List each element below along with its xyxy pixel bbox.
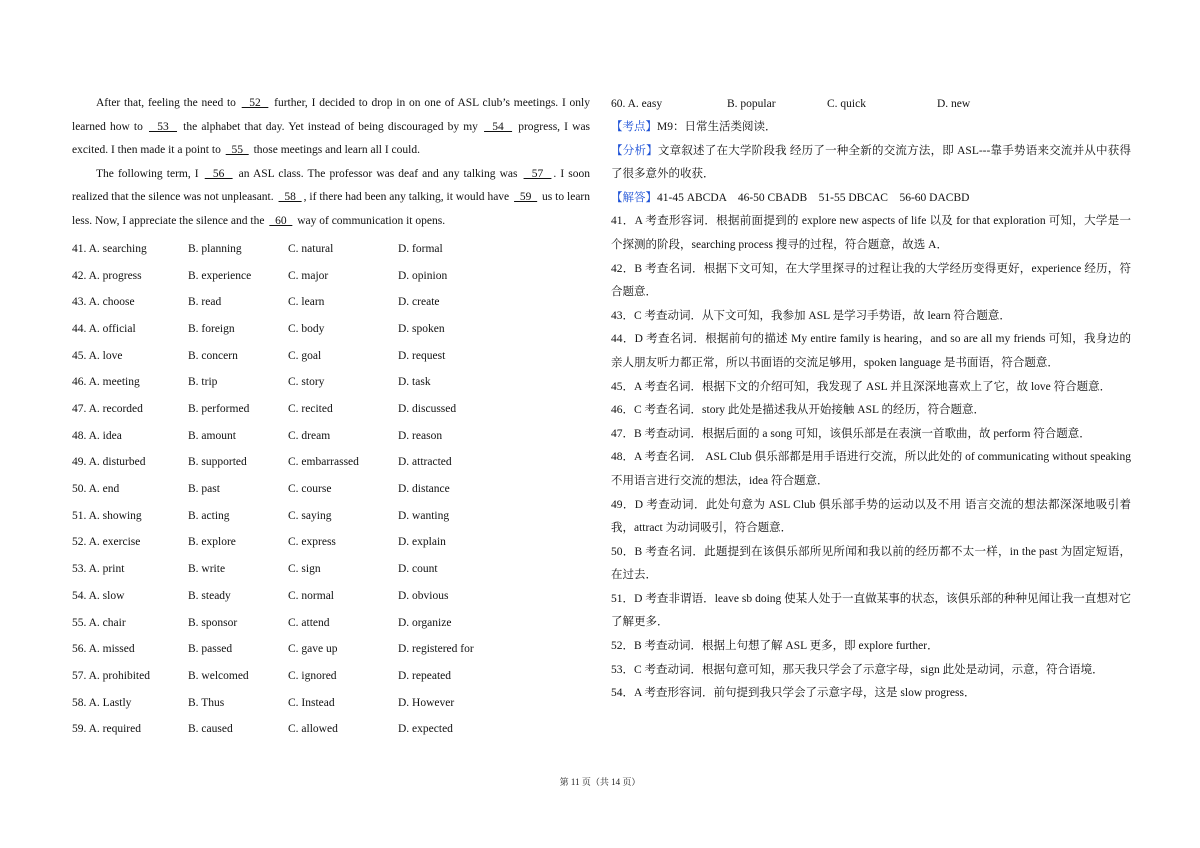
option-row-60 (611, 92, 1131, 116)
option-d: D. task (398, 376, 431, 389)
passage-text: us to learn less. Now, I appreciate the silence and the (72, 191, 591, 227)
option-a: 44. A. official (72, 322, 136, 335)
explanation-item: 46．C 考查名词．story 此处是描述我从开始接触 ASL 的经历，符合题意． (611, 404, 985, 417)
option-d: D. distance (398, 483, 450, 496)
option-c: C. course (288, 483, 332, 496)
option-b: B. write (188, 563, 226, 576)
explanation-item: 50．B 考查名词．此题提到在该俱乐部所见所闻和我以前的经历都不太一样，in the past 为固定短语，在过去． (611, 545, 1131, 582)
option-a: 55. A. chair (72, 616, 126, 629)
option-row (72, 342, 590, 369)
option-b: B. supported (188, 456, 247, 469)
passage-text: further, I decided to drop in on one of ASL club’s meetings. I only learned how to (72, 97, 591, 133)
passage-paragraph-2 (72, 163, 590, 234)
option-row (72, 289, 590, 316)
option-c: C. ignored (288, 669, 337, 682)
jieda-line (611, 187, 1131, 211)
option-row (72, 369, 590, 396)
blank-54: 54 (484, 120, 513, 133)
option-c: C. story (288, 376, 325, 389)
option-a: 57. A. prohibited (72, 669, 150, 682)
option-c: C. allowed (288, 723, 338, 736)
explanation-item: 48．A 考查名词． ASL Club 俱乐部都是用手语进行交流，所以此处的 of communicating without speaking 不用语言进行交流的想法，idea 符合题意． (611, 451, 1131, 487)
option-a: 53. A. print (72, 563, 125, 576)
options-list (72, 236, 590, 743)
passage-text: those meetings and learn all I could. (250, 144, 420, 157)
kaodian-line (611, 116, 1131, 140)
kaodian-text: M9：日常生活类阅读． (657, 121, 777, 133)
blank-55: 55 (225, 144, 249, 157)
option-d: D. create (398, 296, 440, 309)
option-row (72, 476, 590, 503)
option-b: B. acting (188, 509, 230, 522)
explanation-item: 42．B 考查名词．根据下文可知，在大学里探寻的过程让我的大学经历变得更好，experience 经历，符合题意． (611, 262, 1131, 299)
option-a: 43. A. choose (72, 296, 135, 309)
option-row (72, 316, 590, 343)
option-b: B. welcomed (188, 669, 249, 682)
blank-52: 52 (241, 97, 269, 109)
option-row (72, 529, 590, 556)
option-row (72, 609, 590, 636)
explanation-item: 49．D 考查动词．此处句意为 ASL Club 俱乐部手势的运动以及不用 语言交流的想法都深深地吸引着我，attract 为动词吸引，符合题意． (611, 498, 1131, 535)
option-b: B. Thus (188, 696, 225, 709)
option-row (72, 262, 590, 289)
option-row (72, 422, 590, 449)
option-d: D. attracted (398, 456, 452, 469)
option-a: 42. A. progress (72, 269, 142, 282)
option-a: 52. A. exercise (72, 536, 141, 549)
option-b: B. popular (727, 98, 776, 110)
fenxi-text: 文章叙述了在大学阶段我 经历了一种全新的交流方法，即 ASL---靠手势语来交流并从中获得了很多意外的收获． (611, 144, 1131, 181)
option-a: 47. A. recorded (72, 403, 143, 416)
fenxi-line (611, 140, 1131, 187)
explanations-list (611, 210, 1131, 705)
blank-57: 57 (523, 167, 552, 180)
option-c: C. goal (288, 349, 322, 362)
option-row (72, 396, 590, 423)
passage-text: way of communication it opens. (294, 214, 446, 227)
option-row (72, 636, 590, 663)
blank-56: 56 (204, 167, 233, 180)
option-c: C. natural (288, 242, 334, 255)
explanation-item: 47．B 考查动词．根据后面的 a song 可知，该俱乐部是在表演一首歌曲，故 perform 符合题意． (611, 427, 1091, 440)
option-a: 50. A. end (72, 483, 120, 496)
option-a: 60. A. easy (611, 98, 663, 110)
explanation-item: 43．C 考查动词．从下文可知，我参加 ASL 是学习手势语，故 learn 符合题意． (611, 309, 1011, 322)
option-d: D. registered for (398, 643, 474, 656)
option-c: C. dream (288, 429, 331, 442)
option-d: D. expected (398, 723, 453, 736)
option-c: C. express (288, 536, 336, 549)
option-b: B. sponsor (188, 616, 238, 629)
passage-text: After that, feeling the need to (96, 97, 240, 109)
option-a: 48. A. idea (72, 429, 122, 442)
option-a: 59. A. required (72, 723, 141, 736)
option-d: D. organize (398, 616, 452, 629)
option-d: D. wanting (398, 509, 450, 522)
left-column (72, 92, 590, 743)
option-b: B. foreign (188, 322, 235, 335)
option-a: 54. A. slow (72, 589, 125, 602)
explanation-item: 44．D 考查名词．根据前句的描述 My entire family is hearing，and so are all my friends 可知，我身边的亲人朋友听力都正常，所以书面语的交流足够用，spoken language 是书面语，符合题意． (611, 333, 1131, 369)
passage-text: . I soon realized that the silence was not unpleasant. (72, 167, 591, 204)
explanation-item: 52．B 考查动词．根据上句想了解 ASL 更多，即 explore further． (611, 640, 939, 653)
explanation-item: 51．D 考查非谓语．leave sb doing 使某人处于一直做某事的状态，该俱乐部的种种见闻让我一直想对它了解更多． (611, 592, 1131, 629)
option-d: D. new (937, 98, 971, 110)
option-d: D. discussed (398, 403, 457, 416)
page-footer: 第 11 页（共 14 页） (559, 777, 641, 787)
option-c: C. learn (288, 296, 325, 309)
blank-59: 59 (514, 191, 538, 204)
jieda-tag: 【解答】 (611, 191, 657, 204)
option-b: B. past (188, 483, 220, 496)
right-column (611, 92, 1131, 706)
option-c: C. sign (288, 563, 321, 576)
option-row (72, 663, 590, 690)
option-a: 46. A. meeting (72, 376, 140, 389)
option-row (72, 583, 590, 610)
option-b: B. performed (188, 403, 250, 416)
passage-text: , if there had been any talking, it would have (303, 191, 513, 204)
option-c: C. normal (288, 589, 334, 602)
option-row (72, 716, 590, 743)
option-d: D. obvious (398, 589, 449, 602)
option-a: 51. A. showing (72, 509, 142, 522)
option-c: C. major (288, 269, 329, 282)
option-d: D. explain (398, 536, 446, 549)
option-b: B. caused (188, 723, 233, 736)
kaodian-tag: 【考点】 (611, 121, 657, 133)
blank-53: 53 (148, 120, 178, 133)
option-b: B. passed (188, 643, 233, 656)
option-a: 49. A. disturbed (72, 456, 146, 469)
option-b: B. read (188, 296, 222, 309)
option-b: B. planning (188, 242, 242, 255)
passage-text: the alphabet that day. Yet instead of being discouraged by my (179, 120, 483, 133)
option-c: C. body (288, 322, 325, 335)
option-a: 56. A. missed (72, 643, 135, 656)
option-c: C. saying (288, 509, 332, 522)
jieda-text: 41-45 ABCDA 46-50 CBADB 51-55 DBCAC 56-60 DACBD (657, 191, 970, 204)
option-d: D. opinion (398, 269, 448, 282)
blank-58: 58 (278, 191, 302, 204)
passage-paragraph-1 (72, 92, 590, 163)
explanation-item: 54．A 考查形容词．前句提到我只学会了示意字母，这是 slow progress． (611, 687, 976, 700)
option-b: B. experience (188, 269, 252, 282)
option-d: D. count (398, 563, 438, 576)
option-b: B. steady (188, 589, 231, 602)
explanation-item: 41．A 考查形容词．根据前面提到的 explore new aspects of life 以及 for that exploration 可知，大学是一个探测的阶段，searching process 搜寻的过程，符合题意，故选 A． (611, 215, 1131, 251)
option-b: B. trip (188, 376, 218, 389)
blank-60: 60 (269, 214, 293, 227)
option-b: B. concern (188, 349, 238, 362)
option-d: D. request (398, 349, 446, 362)
option-row (72, 236, 590, 263)
option-c: C. Instead (288, 696, 335, 709)
option-d: D. However (398, 696, 455, 709)
option-c: C. recited (288, 403, 333, 416)
option-d: D. spoken (398, 322, 445, 335)
fenxi-tag: 【分析】 (611, 144, 658, 157)
option-a: 41. A. searching (72, 242, 147, 255)
option-a: 45. A. love (72, 349, 123, 362)
explanation-item: 45．A 考查名词．根据下文的介绍可知，我发现了 ASL 并且深深地喜欢上了它，故 love 符合题意． (611, 380, 1112, 393)
option-b: B. explore (188, 536, 236, 549)
option-c: C. attend (288, 616, 330, 629)
option-c: C. quick (827, 98, 866, 110)
option-a: 58. A. Lastly (72, 696, 132, 709)
option-d: D. formal (398, 242, 443, 255)
option-row (72, 449, 590, 476)
explanation-item: 53．C 考查动词．根据句意可知，那天我只学会了示意字母，sign 此处是动词，示意，符合语境． (611, 663, 1104, 676)
option-c: C. gave up (288, 643, 338, 656)
option-b: B. amount (188, 429, 236, 442)
option-row (72, 556, 590, 583)
option-d: D. repeated (398, 669, 451, 682)
passage-text: progress, I was excited. I then made it a point to (72, 120, 591, 157)
option-row (72, 689, 590, 716)
passage-text: The following term, I (96, 167, 203, 180)
passage-text: an ASL class. The professor was deaf and any talking was (234, 167, 522, 180)
option-d: D. reason (398, 429, 443, 442)
option-row (72, 502, 590, 529)
option-c: C. embarrassed (288, 456, 359, 469)
